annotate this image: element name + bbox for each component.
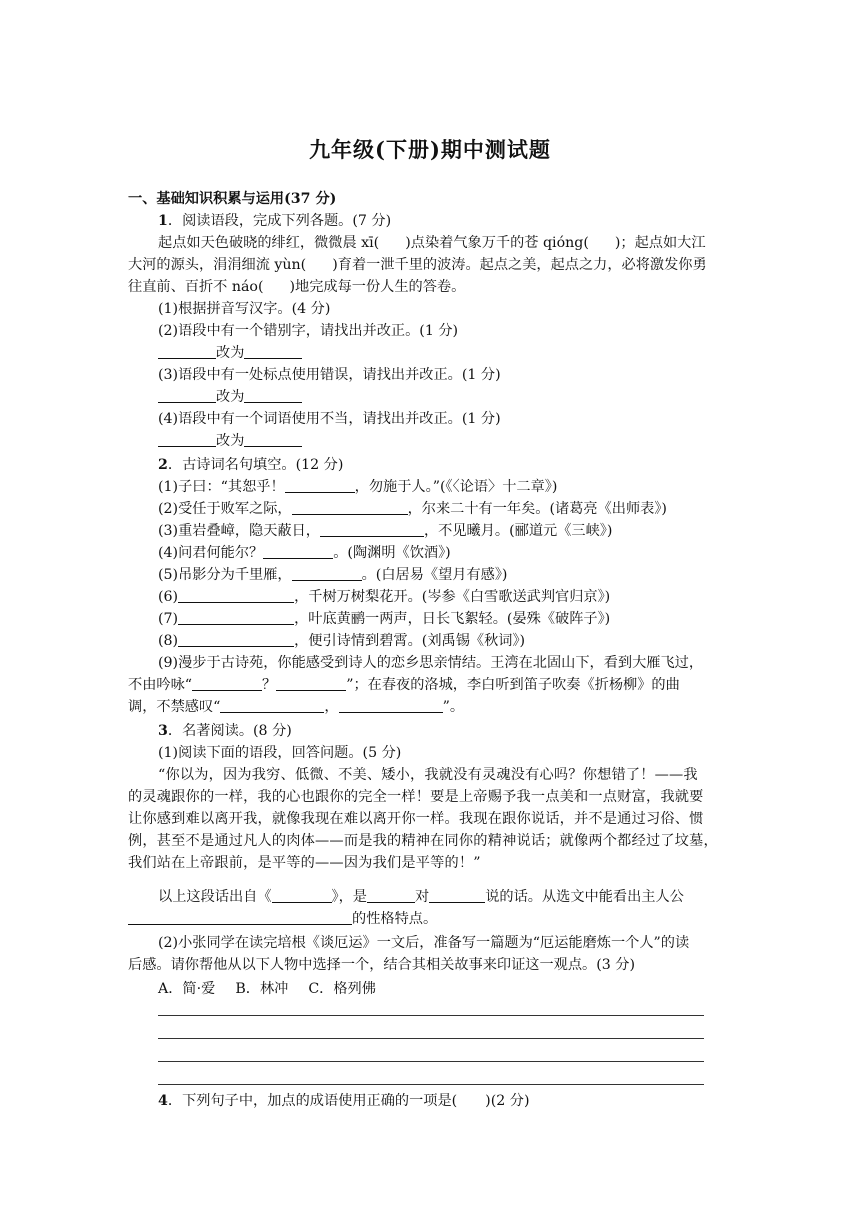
poem-text: (6) (158, 589, 179, 605)
question-number: 4 (158, 1093, 168, 1109)
answer-blank[interactable] (244, 432, 302, 447)
answer-blank[interactable] (429, 888, 485, 903)
answer-blank[interactable] (263, 544, 333, 559)
answer-blank[interactable] (158, 344, 216, 359)
answer-blank[interactable] (158, 432, 216, 447)
poem-line (128, 674, 738, 696)
question-text: 对 (414, 889, 430, 905)
poem-line (158, 586, 768, 608)
option-c[interactable]: C．格列佛 (308, 981, 376, 997)
answer-rule[interactable] (158, 1061, 704, 1062)
quote-line: 让你感到难以离开我，就像我现在难以离开你一样。我现在跟你说话，并不是通过习俗、惯 (128, 811, 704, 827)
question-number: 2 (158, 457, 168, 473)
answer-blank[interactable] (244, 388, 302, 403)
poem-line (158, 630, 768, 652)
question-text: ．名著阅读。(8 分) (167, 723, 292, 739)
poem-text: ，不见曦月。(郦道元《三峡》) (423, 523, 613, 539)
question-text: ．阅读语段，完成下列各题。(7 分) (167, 213, 392, 229)
poem-text: 调，不禁感叹“ (128, 699, 221, 715)
change-label: 改为 (216, 345, 245, 361)
sub-question: (4)语段中有一个词语使用不当，请找出并改正。(1 分) (158, 411, 501, 427)
poem-text: (8) (158, 633, 179, 649)
answer-line (158, 342, 768, 364)
answer-blank[interactable] (192, 676, 262, 691)
sub-question: (1)根据拼音写汉字。(4 分) (158, 301, 331, 317)
answer-blank[interactable] (339, 698, 443, 713)
fill-question (128, 908, 738, 930)
poem-text: 。(白居易《望月有感》) (361, 567, 508, 583)
passage-text: 大河的源头，涓涓细流 yùn( (128, 257, 307, 273)
answer-rule[interactable] (158, 1084, 704, 1085)
passage-text: 往直前、百折不 náo( (128, 279, 264, 295)
poem-text: ，勿施于人。”(《〈论语〉十二章》) (354, 479, 558, 495)
quote-line: 的灵魂跟你的一样，我的心也跟你的完全一样！要是上帝赐予我一点美和一点财富，我就要 (128, 789, 704, 805)
question-text: 说的话。从选文中能看出主人公 (485, 889, 684, 905)
answer-blank[interactable] (367, 888, 415, 903)
answer-blank[interactable] (320, 522, 424, 537)
passage-text: )地完成每一份人生的答卷。 (289, 279, 466, 295)
answer-blank[interactable] (178, 588, 294, 603)
fill-question (158, 886, 768, 908)
poem-text: (3)重岩叠嶂，隐天蔽日， (158, 523, 320, 539)
answer-blank[interactable] (178, 610, 294, 625)
option-b[interactable]: B．林冲 (235, 981, 289, 997)
sub-question: (2)语段中有一个错别字，请找出并改正。(1 分) (158, 323, 459, 339)
question-number: 3 (158, 723, 168, 739)
answer-blank[interactable] (178, 632, 294, 647)
poem-text: (4)问君何能尔？ (158, 545, 264, 561)
poem-text: ，叶底黄鹂一两声，日长飞絮轻。(晏殊《破阵子》) (294, 611, 611, 627)
poem-text: ”。 (442, 699, 465, 715)
sub-question: (1)阅读下面的语段，回答问题。(5 分) (158, 745, 402, 761)
answer-blank[interactable] (244, 344, 302, 359)
section-heading: 一、基础知识积累与运用(37 分) (128, 191, 337, 207)
passage-line (158, 232, 768, 254)
poem-line (158, 608, 768, 630)
poem-text: (1)子曰：“其恕乎！ (158, 479, 285, 495)
poem-line (158, 498, 768, 520)
change-label: 改为 (216, 389, 245, 405)
quote-line: “你以为，因为我穷、低微、不美、矮小，我就没有灵魂没有心吗？你想错了！——我 (158, 767, 698, 783)
question-4-heading (158, 1090, 768, 1112)
poem-text: ，便引诗情到碧霄。(刘禹锡《秋词》) (294, 633, 526, 649)
question-3-heading (158, 720, 768, 742)
sub-question: 后感。请你帮他从以下人物中选择一个，结合其相关故事来印证这一观点。(3 分) (128, 957, 635, 973)
poem-text: ， (324, 699, 339, 715)
poem-text: (2)受任于败军之际， (158, 501, 292, 517)
question-text: )(2 分) (485, 1093, 530, 1109)
answer-blank[interactable] (292, 500, 408, 515)
poem-text: ？ (262, 677, 277, 693)
answer-line (158, 430, 768, 452)
poem-line (158, 520, 768, 542)
question-text: 的性格特点。 (352, 911, 438, 927)
sub-question: (2)小张同学在读完培根《谈厄运》一文后，准备写一篇题为“厄运能磨炼一个人”的读 (158, 935, 690, 951)
poem-text: (7) (158, 611, 179, 627)
poem-text: ”；在春夜的洛城，李白听到笛子吹奏《折杨柳》的曲 (346, 677, 680, 693)
change-label: 改为 (216, 433, 245, 449)
poem-line: (9)漫步于古诗苑，你能感受到诗人的恋乡思亲情结。王湾在北固山下，看到大雁飞过， (158, 655, 704, 671)
quote-line: 我们站在上帝跟前，是平等的——因为我们是平等的！” (128, 855, 481, 871)
poem-line (128, 696, 738, 718)
poem-text: ，千树万树梨花开。(岑参《白雪歌送武判官归京》) (294, 589, 611, 605)
poem-text: 。(陶渊明《饮酒》) (333, 545, 451, 561)
answer-blank[interactable] (276, 676, 346, 691)
poem-line (158, 542, 768, 564)
answer-rule[interactable] (158, 1038, 704, 1039)
question-1-heading (158, 210, 768, 232)
options-line (158, 978, 768, 1000)
passage-text: )育着一泄千里的波涛。起点之美，起点之力，必将激发你勇 (332, 257, 707, 273)
poem-line (158, 476, 768, 498)
passage-line (128, 276, 738, 298)
question-text: ．下列句子中，加点的成语使用正确的一项是( (167, 1093, 458, 1109)
passage-text: )；起点如大江 (614, 235, 706, 251)
answer-blank[interactable] (292, 566, 362, 581)
question-text: 以上这段话出自《 (158, 889, 272, 905)
sub-question: (3)语段中有一处标点使用错误，请找出并改正。(1 分) (158, 367, 501, 383)
option-a[interactable]: A．简·爱 (158, 981, 216, 997)
answer-line (158, 386, 768, 408)
passage-line (128, 254, 738, 276)
answer-blank[interactable] (285, 478, 355, 493)
poem-text: 不由吟咏“ (128, 677, 193, 693)
answer-rule[interactable] (158, 1015, 704, 1016)
answer-blank[interactable] (158, 388, 216, 403)
poem-text: ，尔来二十有一年矣。(诸葛亮《出师表》) (407, 501, 667, 517)
passage-text: )点染着气象万千的苍 qióng( (405, 235, 589, 251)
answer-blank[interactable] (220, 698, 324, 713)
answer-blank[interactable] (272, 888, 332, 903)
quote-line: 例，甚至不是通过凡人的肉体——而是我的精神在同你的精神说话；就像两个都经过了坟墓， (128, 833, 718, 849)
passage-text: 起点如天色破晓的绯红，微微晨 xī( (158, 235, 380, 251)
question-number: 1 (158, 213, 168, 229)
answer-blank[interactable] (128, 910, 352, 925)
poem-line (158, 564, 768, 586)
poem-text: (5)吊影分为千里雁， (158, 567, 292, 583)
page-title: 九年级(下册)期中测试题 (309, 137, 551, 162)
question-text: ．古诗词名句填空。(12 分) (167, 457, 344, 473)
question-2-heading (158, 454, 768, 476)
question-text: 》，是 (331, 889, 367, 905)
